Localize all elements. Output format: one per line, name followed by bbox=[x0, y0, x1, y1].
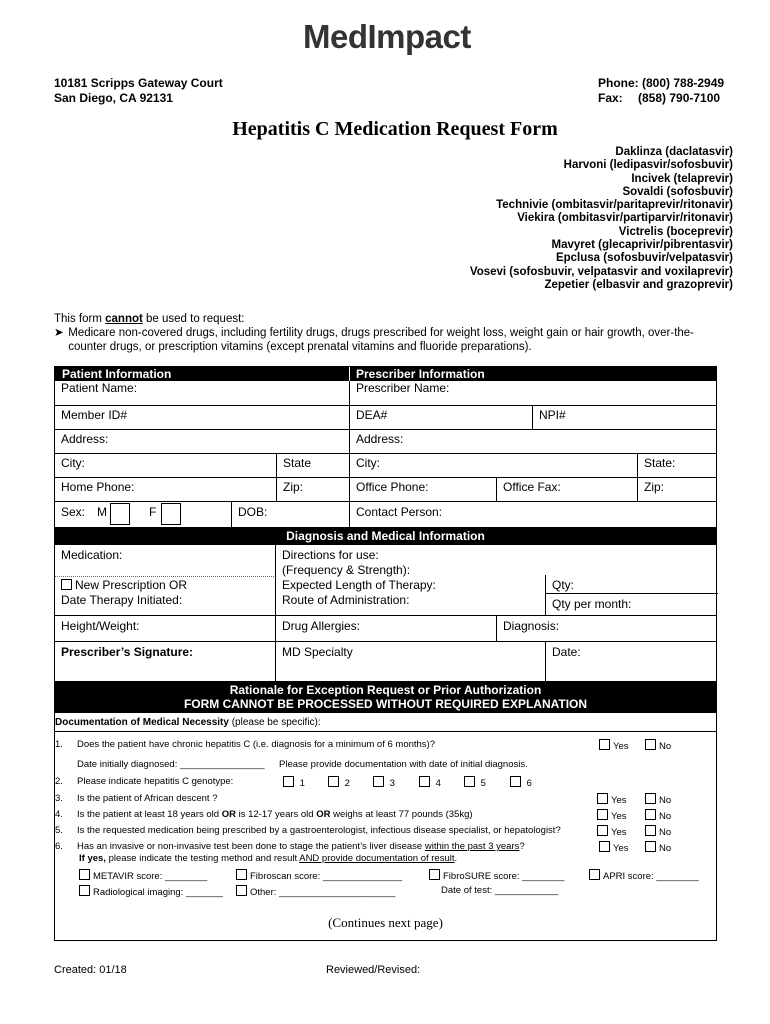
apri-label: APRI score: ________ bbox=[603, 871, 699, 882]
q5-yes[interactable] bbox=[597, 825, 627, 839]
diagnosis-field[interactable]: Diagnosis: bbox=[503, 619, 560, 633]
company-address bbox=[54, 76, 223, 106]
genotype-label: 6 bbox=[526, 778, 532, 789]
drug-item: Zepetier (elbasvir and grazoprevir) bbox=[544, 278, 733, 291]
documentation-heading bbox=[55, 717, 321, 729]
q4-part-b: is 12-17 years old bbox=[235, 809, 317, 820]
address-line2: San Diego, CA 92131 bbox=[54, 91, 173, 105]
genotype-label: 5 bbox=[480, 778, 486, 789]
new-prescription-option[interactable] bbox=[55, 577, 193, 608]
genotype-label: 4 bbox=[435, 778, 441, 789]
no-label: No bbox=[659, 741, 672, 752]
new-prescription-label: New Prescription OR bbox=[75, 578, 188, 592]
q3-no-checkbox[interactable] bbox=[645, 793, 656, 804]
directions-label bbox=[276, 547, 416, 578]
q6-if-yes-underlined: AND provide documentation of result bbox=[299, 853, 455, 864]
genotype-3[interactable] bbox=[373, 776, 395, 790]
rationale-title: Rationale for Exception Request or Prior Authorization bbox=[229, 683, 542, 697]
patient-zip-field[interactable]: Zip: bbox=[283, 480, 304, 494]
genotype-label: 3 bbox=[389, 778, 395, 789]
q3-number: 3. bbox=[55, 793, 63, 804]
q4-no-checkbox[interactable] bbox=[645, 809, 656, 820]
fibroscan-label: Fibroscan score: _______________ bbox=[250, 871, 403, 882]
genotype-5-checkbox[interactable] bbox=[464, 776, 475, 787]
fibrosure-option[interactable] bbox=[429, 869, 564, 883]
genotype-label: 2 bbox=[344, 778, 350, 789]
expected-length-label: Expected Length of Therapy: bbox=[282, 578, 436, 592]
q3-text: Is the patient of African descent ? bbox=[77, 793, 218, 804]
patient-city-field[interactable]: City: bbox=[61, 456, 85, 470]
intro-pre: This form bbox=[54, 313, 106, 325]
height-weight-field[interactable]: Height/Weight: bbox=[61, 619, 140, 633]
dob-field[interactable]: DOB: bbox=[238, 505, 268, 519]
directions-line1: Directions for use: bbox=[282, 548, 379, 562]
q4-part-c: weighs at least 77 pounds (35kg) bbox=[330, 809, 473, 820]
yes-label: Yes bbox=[613, 843, 629, 854]
patient-info-header: Patient Information bbox=[62, 367, 172, 381]
metavir-option[interactable] bbox=[79, 869, 207, 883]
q2-number: 2. bbox=[55, 776, 63, 787]
date-of-test-field[interactable]: Date of test: ____________ bbox=[441, 885, 559, 896]
patient-name-field[interactable]: Patient Name: bbox=[61, 381, 138, 395]
genotype-label: 1 bbox=[299, 778, 305, 789]
prescriber-address-field[interactable]: Address: bbox=[356, 432, 404, 446]
apri-option[interactable] bbox=[589, 869, 699, 883]
diagnosis-header: Diagnosis and Medical Information bbox=[55, 527, 716, 545]
q6-yes-checkbox[interactable] bbox=[599, 841, 610, 852]
reviewed-date: Reviewed/Revised: bbox=[326, 964, 421, 976]
q6-underlined: within the past 3 years bbox=[424, 841, 520, 852]
yes-label: Yes bbox=[611, 795, 627, 806]
md-specialty-field[interactable]: MD Specialty bbox=[282, 645, 353, 659]
other-option[interactable] bbox=[236, 885, 395, 899]
sex-f-checkbox[interactable] bbox=[161, 503, 181, 525]
drug-item: Viekira (ombitasvir/partiparvir/ritonavir) bbox=[517, 212, 733, 225]
continues-next-page: (Continues next page) bbox=[328, 915, 443, 930]
q4-yes-checkbox[interactable] bbox=[597, 809, 608, 820]
medication-field[interactable]: Medication: bbox=[61, 548, 123, 562]
home-phone-field[interactable]: Home Phone: bbox=[61, 480, 135, 494]
patient-state-field[interactable]: State bbox=[283, 456, 312, 470]
directions-line2: (Frequency & Strength): bbox=[282, 562, 411, 577]
sex-f-label: F bbox=[149, 505, 157, 519]
drug-item: Victrelis (boceprevir) bbox=[618, 225, 733, 238]
q1-number: 1. bbox=[55, 739, 63, 750]
q5-no[interactable] bbox=[645, 825, 671, 839]
genotype-5[interactable] bbox=[464, 776, 486, 790]
npi-field[interactable]: NPI# bbox=[539, 408, 566, 422]
q3-yes[interactable] bbox=[597, 793, 627, 807]
genotype-1-checkbox[interactable] bbox=[283, 776, 294, 787]
intro-cannot: cannot bbox=[105, 313, 143, 325]
dea-field[interactable]: DEA# bbox=[356, 408, 388, 422]
phone-label: Phone: bbox=[598, 76, 639, 90]
q4-yes[interactable] bbox=[597, 809, 627, 823]
company-contact bbox=[598, 76, 724, 106]
member-id-field[interactable]: Member ID# bbox=[61, 408, 128, 422]
prescriber-city-field[interactable]: City: bbox=[356, 456, 380, 470]
drug-item: Incivek (telaprevir) bbox=[631, 172, 733, 185]
q6-if-yes-text: please indicate the testing method and result bbox=[105, 853, 300, 864]
drug-list bbox=[470, 146, 733, 292]
qty-per-month-field[interactable]: Qty per month: bbox=[552, 597, 632, 611]
q1-date-diagnosed[interactable]: Date initially diagnosed: ________________ bbox=[77, 759, 265, 770]
q1-text: Does the patient have chronic hepatitis C (i.e. diagnosis for a minimum of 6 months)? bbox=[77, 739, 436, 750]
created-date: Created: 01/18 bbox=[54, 964, 127, 976]
q5-no-checkbox[interactable] bbox=[645, 825, 656, 836]
fibroscan-checkbox[interactable] bbox=[236, 869, 247, 880]
documentation-rest: (please be specific): bbox=[228, 717, 321, 728]
q6-if-yes-end: . bbox=[454, 853, 458, 864]
q2-text: Please indicate hepatitis C genotype: bbox=[77, 776, 234, 787]
yes-label: Yes bbox=[611, 811, 627, 822]
genotype-3-checkbox[interactable] bbox=[373, 776, 384, 787]
drug-item: Harvoni (ledipasvir/sofosbuvir) bbox=[563, 159, 733, 172]
intro-post: be used to request: bbox=[142, 313, 245, 325]
qty-field[interactable]: Qty: bbox=[552, 578, 575, 592]
prescriber-signature-field[interactable]: Prescriber’s Signature: bbox=[61, 645, 194, 659]
drug-item: Daklinza (daclatasvir) bbox=[615, 146, 733, 158]
drug-item: Sovaldi (sofosbuvir) bbox=[622, 185, 733, 198]
prescriber-zip-field[interactable]: Zip: bbox=[644, 480, 665, 494]
genotype-4-checkbox[interactable] bbox=[419, 776, 430, 787]
q4-no[interactable] bbox=[645, 809, 671, 823]
q4-or: OR bbox=[221, 809, 236, 820]
radiological-label: Radiological imaging: _______ bbox=[93, 887, 223, 898]
prescriber-info-header: Prescriber Information bbox=[356, 367, 485, 381]
other-checkbox[interactable] bbox=[236, 885, 247, 896]
rationale-warning: FORM CANNOT BE PROCESSED WITHOUT REQUIRED EXPLANATION bbox=[183, 697, 588, 711]
drug-item: Mavyret (glecaprivir/pibrentasvir) bbox=[551, 239, 733, 252]
drug-item: Epclusa (sofosbuvir/velpatasvir) bbox=[555, 252, 733, 265]
q5-number: 5. bbox=[55, 825, 63, 836]
sex-m-label: M bbox=[97, 505, 107, 519]
info-header-bar bbox=[55, 367, 716, 381]
address-line1: 10181 Scripps Gateway Court bbox=[54, 76, 223, 90]
prescriber-state-field[interactable]: State: bbox=[644, 456, 676, 470]
q3-yes-checkbox[interactable] bbox=[597, 793, 608, 804]
q4-part-a: Is the patient at least 18 years old bbox=[77, 809, 222, 820]
office-phone-field[interactable]: Office Phone: bbox=[356, 480, 429, 494]
fibroscan-option[interactable] bbox=[236, 869, 402, 883]
contact-person-field[interactable]: Contact Person: bbox=[356, 505, 443, 519]
q6-part-b: ? bbox=[519, 841, 525, 852]
drug-item: Vosevi (sofosbuvir, velpatasvir and voxilaprevir) bbox=[469, 265, 733, 278]
q3-no[interactable] bbox=[645, 793, 671, 807]
q1-yes-checkbox[interactable] bbox=[599, 739, 610, 750]
apri-checkbox[interactable] bbox=[589, 869, 600, 880]
patient-address-field[interactable]: Address: bbox=[61, 432, 109, 446]
q1-no-checkbox[interactable] bbox=[645, 739, 656, 750]
genotype-2-checkbox[interactable] bbox=[328, 776, 339, 787]
q5-text: Is the requested medication being prescribed by a gastroenterologist, infectious disease specialist, or hepatologist? bbox=[77, 825, 561, 836]
intro-text bbox=[54, 312, 714, 354]
q1-no[interactable] bbox=[645, 739, 671, 753]
sex-m-checkbox[interactable] bbox=[110, 503, 130, 525]
therapy-length-label bbox=[276, 577, 442, 608]
request-form bbox=[54, 366, 717, 941]
arrow-bullet-icon: ➤ bbox=[54, 327, 64, 339]
route-label: Route of Administration: bbox=[282, 592, 410, 607]
q4-text bbox=[77, 809, 473, 821]
q6-number: 6. bbox=[55, 841, 63, 852]
q1-yes[interactable] bbox=[599, 739, 629, 753]
new-prescription-checkbox[interactable] bbox=[61, 579, 72, 590]
q4-number: 4. bbox=[55, 809, 63, 820]
q6-if-yes bbox=[79, 853, 457, 865]
genotype-6-checkbox[interactable] bbox=[510, 776, 521, 787]
drug-item: Technivie (ombitasvir/paritaprevir/ritonavir) bbox=[496, 199, 733, 212]
no-label: No bbox=[659, 811, 672, 822]
drug-allergies-field[interactable]: Drug Allergies: bbox=[282, 619, 361, 633]
q6-yes[interactable] bbox=[599, 841, 629, 855]
genotype-4[interactable] bbox=[419, 776, 441, 790]
metavir-checkbox[interactable] bbox=[79, 869, 90, 880]
genotype-2[interactable] bbox=[328, 776, 350, 790]
documentation-bold: Documentation of Medical Necessity bbox=[55, 717, 229, 728]
fax-label: Fax: bbox=[598, 91, 623, 105]
fax-number: (858) 790-7100 bbox=[638, 91, 721, 105]
q1-documentation-note: Please provide documentation with date of initial diagnosis. bbox=[279, 759, 528, 770]
q6-part-a: Has an invasive or non-invasive test been done to stage the patient’s liver disease bbox=[77, 841, 425, 852]
metavir-label: METAVIR score: ________ bbox=[93, 871, 208, 882]
medimpact-logo: MedImpact bbox=[303, 18, 471, 55]
signature-date-field[interactable]: Date: bbox=[552, 645, 581, 659]
other-label: Other: ______________________ bbox=[250, 887, 396, 898]
genotype-1[interactable] bbox=[283, 776, 305, 790]
q6-no-checkbox[interactable] bbox=[645, 841, 656, 852]
no-label: No bbox=[659, 843, 672, 854]
radiological-option[interactable] bbox=[79, 885, 223, 899]
yes-label: Yes bbox=[613, 741, 629, 752]
fibrosure-checkbox[interactable] bbox=[429, 869, 440, 880]
q6-no[interactable] bbox=[645, 841, 671, 855]
no-label: No bbox=[659, 827, 672, 838]
genotype-6[interactable] bbox=[510, 776, 532, 790]
phone-number: (800) 788-2949 bbox=[642, 76, 725, 90]
date-initiated-label: Date Therapy Initiated: bbox=[61, 592, 183, 607]
intro-bullet: Medicare non-covered drugs, including fertility drugs, drugs prescribed for weight loss, weight gain or hair growth, over-the-counter drugs, or prescription vitamins (except prenatal vitamins and fluoride preparations). bbox=[68, 327, 695, 353]
q6-if-yes-bold: If yes, bbox=[79, 853, 106, 864]
prescriber-name-field[interactable]: Prescriber Name: bbox=[356, 381, 450, 395]
no-label: No bbox=[659, 795, 672, 806]
office-fax-field[interactable]: Office Fax: bbox=[503, 480, 561, 494]
form-title: Hepatitis C Medication Request Form bbox=[232, 118, 558, 140]
rationale-header bbox=[55, 681, 716, 713]
q5-yes-checkbox[interactable] bbox=[597, 825, 608, 836]
q6-text bbox=[77, 841, 525, 853]
sex-label: Sex: bbox=[61, 505, 86, 519]
radiological-checkbox[interactable] bbox=[79, 885, 90, 896]
fibrosure-label: FibroSURE score: ________ bbox=[443, 871, 565, 882]
yes-label: Yes bbox=[611, 827, 627, 838]
q4-or: OR bbox=[316, 809, 331, 820]
